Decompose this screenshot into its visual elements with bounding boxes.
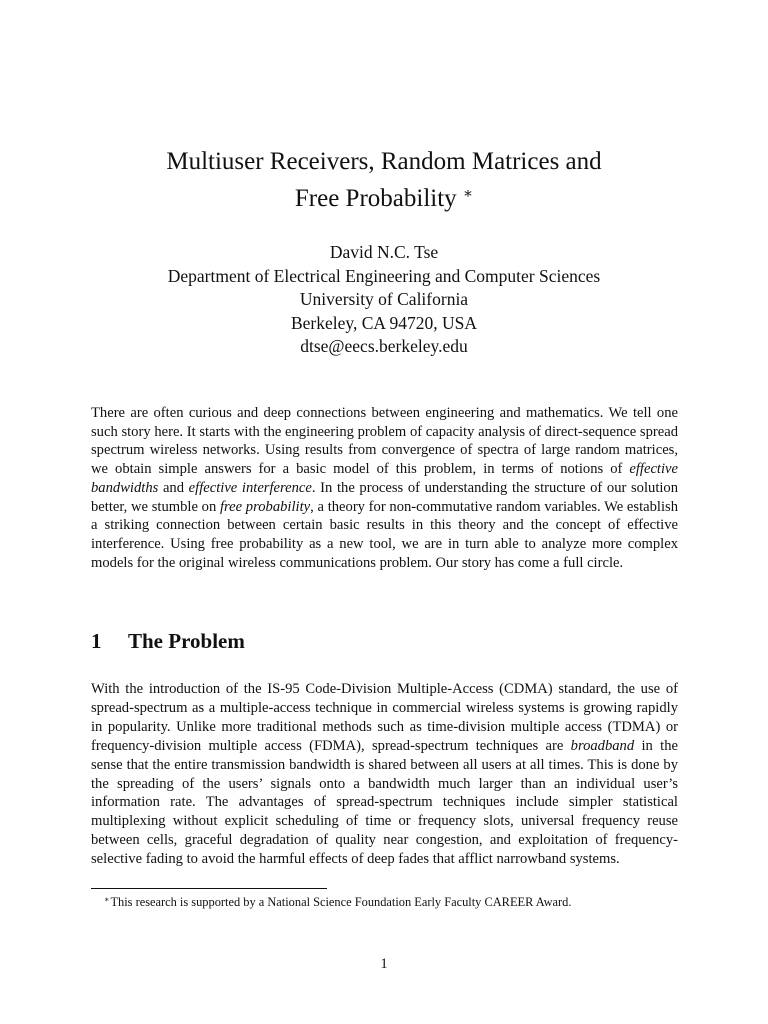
- author-address: Berkeley, CA 94720, USA: [290, 312, 477, 333]
- paper-title: [0, 146, 768, 215]
- title-line-2: [0, 178, 768, 215]
- title-line-2-text: Free Probability: [294, 185, 457, 212]
- title-footnote-mark: ∗: [462, 186, 474, 202]
- body-text-2: in the sense that the entire transmission bandwidth is shared between all users at all times. This is done by the spreading of the users’ signals onto a bandwidth much larger than an individual user’s information rate. The advantages of spread-spectrum techniques include simpler statistical multiplexing without explicit scheduling of time or frequency slots, universal frequency reuse between cells, graceful degradation of quality near congestion, and exploitation of frequency-selective fading to avoid the harmful effects of deep fades that afflict narrowband systems.: [91, 737, 678, 868]
- section-number: 1: [91, 629, 102, 653]
- abstract-emphasis-1: effective bandwidths: [91, 461, 678, 496]
- footnote-text: This research is supported by a National Science Foundation Early Faculty CAREER Award.: [110, 895, 572, 909]
- author-university: University of California: [299, 289, 469, 310]
- author-email: dtse@eecs.berkeley.edu: [300, 336, 468, 357]
- abstract-emphasis-3: free probability: [219, 498, 311, 515]
- footnote-mark: ∗: [104, 895, 110, 904]
- author-name: David N.C. Tse: [329, 242, 439, 262]
- abstract-emphasis-2: effective interference: [188, 479, 312, 496]
- footnote-divider: [91, 888, 327, 889]
- abstract-text-4: , a theory for non-commutative random variables. We establish a striking connection between certain basic results in this theory and the concept of effective interference. Using free probability as a new tool, we are in turn able to analyze more complex models for the original wireless communications problem. Our story has come a full circle.: [91, 498, 678, 571]
- author-department: Department of Electrical Engineering and Computer Sciences: [167, 265, 601, 286]
- page-number: 1: [380, 956, 388, 972]
- abstract-paragraph: [91, 404, 678, 572]
- body-emphasis-1: broadband: [570, 737, 635, 754]
- body-text-1: With the introduction of the IS-95 Code-Division Multiple-Access (CDMA) standard, the use of spread-spectrum as a multiple-access technique in commercial wireless systems is growing rapidly in popularity. Unlike more traditional methods such as time-division multiple access (TDMA) or frequency-division multiple access (FDMA), spread-spectrum techniques are: [91, 681, 678, 754]
- abstract-text-1: There are often curious and deep connections between engineering and mathematics. We tell one such story here. It starts with the engineering problem of capacity analysis of direct-sequence spread spectrum wireless networks. Using results from convergence of spectra of large random matrices, we obtain simple answers for a basic model of this problem, in terms of notions of: [91, 405, 678, 478]
- footnote: [104, 892, 571, 910]
- author-block: [0, 241, 768, 359]
- section-heading: [91, 627, 245, 655]
- body-paragraph: [91, 680, 678, 869]
- abstract-text-2: and: [158, 479, 189, 496]
- abstract-text-3: . In the process of understanding the structure of our solution better, we stumble on: [91, 479, 679, 515]
- section-title: The Problem: [128, 629, 245, 653]
- title-line-1: Multiuser Receivers, Random Matrices and: [166, 148, 602, 175]
